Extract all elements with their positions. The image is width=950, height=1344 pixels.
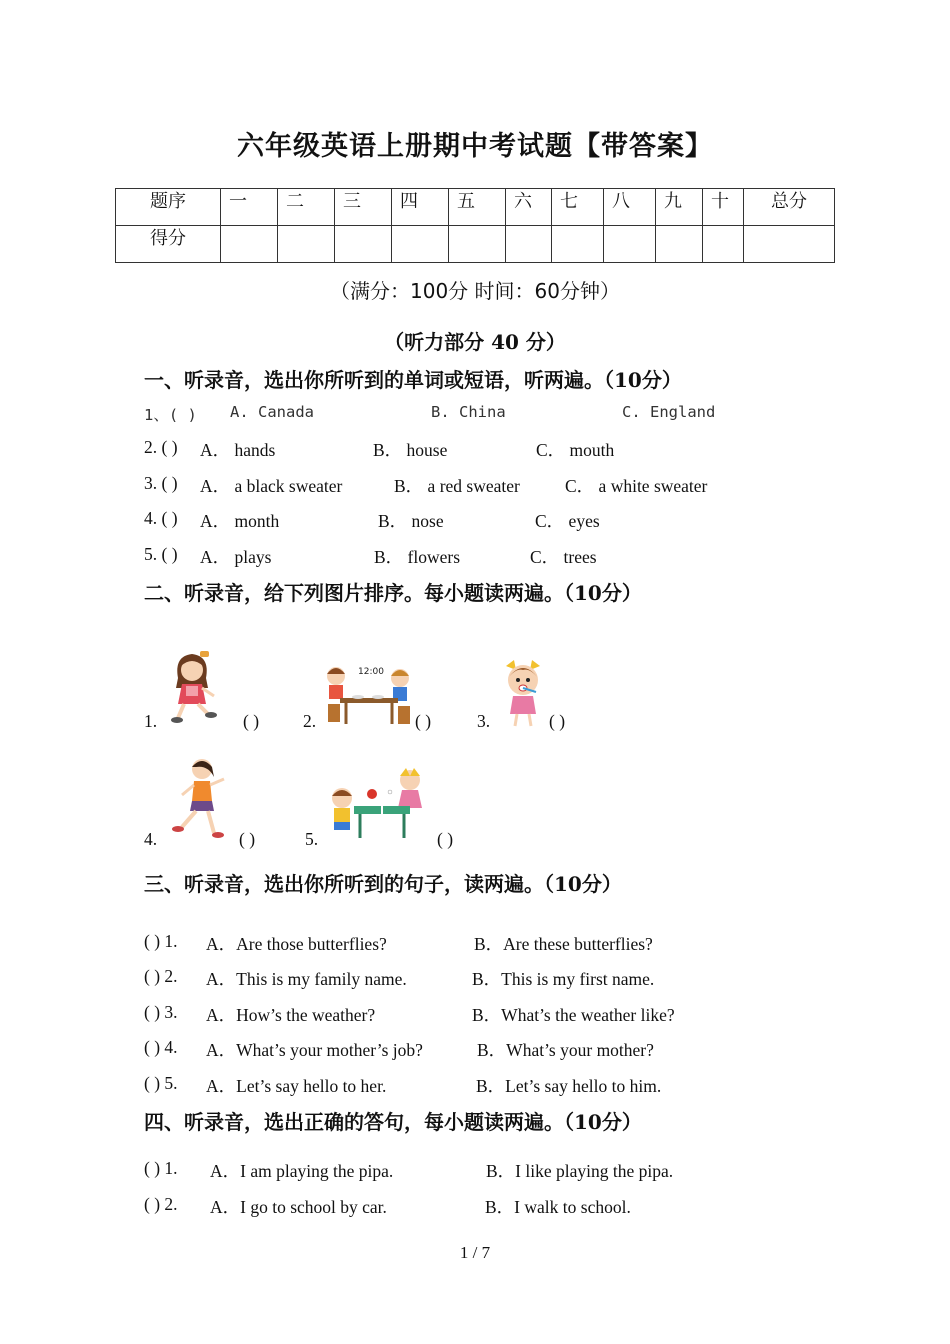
score-entry-cell[interactable] — [604, 226, 656, 263]
section2-heading: 二、听录音，给下列图片排序。每小题读两遍。（10分） — [144, 581, 642, 605]
question-number: 4. ( ) — [144, 508, 178, 528]
option-a: A． plays — [200, 547, 272, 567]
score-cell: 九 — [656, 189, 703, 226]
score-entry-cell[interactable] — [392, 226, 449, 263]
option-b: B．What’s your mother? — [477, 1040, 654, 1060]
section3-heading: 三、听录音，选出你所听到的句子，读两遍。（10分） — [144, 872, 622, 896]
question-number: ( ) 5. — [144, 1073, 178, 1093]
score-cell: 十 — [703, 189, 744, 226]
score-cell: 六 — [506, 189, 552, 226]
question-number: 3. ( ) — [144, 473, 178, 493]
answer-blank[interactable]: ( ) — [243, 711, 260, 731]
score-cell: 一 — [221, 189, 278, 226]
score-entry-cell[interactable] — [449, 226, 506, 263]
option-c: C. England — [622, 403, 716, 421]
score-cell: 三 — [335, 189, 392, 226]
girl-running-picture — [168, 755, 232, 841]
exam-info: （满分：100分 时间：60分钟） — [330, 279, 620, 303]
score-entry-cell[interactable] — [506, 226, 552, 263]
picture-label: 5. — [305, 829, 319, 849]
option-a: A． hands — [200, 440, 276, 460]
option-a: A. Canada — [230, 403, 314, 421]
score-entry-cell[interactable] — [335, 226, 392, 263]
question-number: ( ) 1. — [144, 931, 178, 951]
option-b: B．This is my first name. — [472, 969, 655, 989]
score-cell: 得分 — [116, 226, 221, 263]
option-b: B． flowers — [374, 547, 461, 567]
score-entry-cell[interactable] — [221, 226, 278, 263]
score-table-header-row — [116, 189, 835, 226]
option-a: A．This is my family name. — [206, 969, 407, 989]
option-a: A．Let’s say hello to her. — [206, 1076, 387, 1096]
option-b: B．What’s the weather like? — [472, 1005, 675, 1025]
kids-lunch-picture — [322, 660, 414, 728]
score-cell: 总分 — [744, 189, 835, 226]
score-entry-cell[interactable] — [656, 226, 703, 263]
option-c: C． trees — [530, 547, 597, 567]
answer-blank[interactable]: ( ) — [437, 829, 454, 849]
option-b: B．I like playing the pipa. — [486, 1161, 674, 1181]
answer-blank[interactable]: ( ) — [239, 829, 256, 849]
score-cell: 七 — [552, 189, 604, 226]
question-number: 1、( ) — [144, 406, 197, 424]
ping-pong-picture — [324, 764, 432, 844]
question-number: ( ) 3. — [144, 1002, 178, 1022]
option-b: B． house — [373, 440, 448, 460]
section1-heading: 一、听录音，选出你所听到的单词或短语，听两遍。（10分） — [144, 368, 682, 392]
option-a: A．I am playing the pipa. — [210, 1161, 394, 1181]
score-table-score-row — [116, 226, 835, 263]
option-b: B. China — [431, 403, 506, 421]
option-b: B．I walk to school. — [485, 1197, 631, 1217]
question-number: ( ) 1. — [144, 1158, 178, 1178]
question-number: ( ) 2. — [144, 966, 178, 986]
section4-heading: 四、听录音，选出正确的答句，每小题读两遍。（10分） — [144, 1110, 642, 1134]
clock-text: 12:00 — [358, 667, 384, 677]
score-cell: 八 — [604, 189, 656, 226]
score-entry-cell[interactable] — [278, 226, 335, 263]
girl-walking-picture — [164, 648, 222, 724]
score-cell: 二 — [278, 189, 335, 226]
option-a: A． a black sweater — [200, 476, 343, 496]
answer-blank[interactable]: ( ) — [549, 711, 566, 731]
answer-blank[interactable]: ( ) — [415, 711, 432, 731]
option-a: A．How’s the weather? — [206, 1005, 376, 1025]
option-a: A． month — [200, 511, 280, 531]
score-cell: 五 — [449, 189, 506, 226]
option-c: C． a white sweater — [565, 476, 708, 496]
option-b: B． nose — [378, 511, 444, 531]
picture-label: 2. — [303, 711, 317, 731]
page-title: 六年级英语上册期中考试题【带答案】 — [237, 131, 713, 162]
option-a: A．Are those butterflies? — [206, 934, 387, 954]
score-entry-cell[interactable] — [552, 226, 604, 263]
score-cell: 题序 — [116, 189, 221, 226]
score-entry-cell[interactable] — [703, 226, 744, 263]
picture-label: 1. — [144, 711, 158, 731]
page-number: 1 / 7 — [459, 1243, 491, 1262]
option-a: A．What’s your mother’s job? — [206, 1040, 423, 1060]
option-b: B．Are these butterflies? — [474, 934, 653, 954]
score-entry-cell[interactable] — [744, 226, 835, 263]
girl-brushing-picture — [500, 656, 546, 728]
question-number: ( ) 2. — [144, 1194, 178, 1214]
picture-label: 3. — [477, 711, 491, 731]
option-b: B． a red sweater — [394, 476, 520, 496]
picture-label: 4. — [144, 829, 158, 849]
listening-part-title: （听力部分 40 分） — [384, 330, 566, 354]
option-c: C． mouth — [536, 440, 615, 460]
score-table — [115, 188, 835, 263]
score-cell: 四 — [392, 189, 449, 226]
option-b: B．Let’s say hello to him. — [476, 1076, 662, 1096]
option-a: A．I go to school by car. — [210, 1197, 387, 1217]
question-number: ( ) 4. — [144, 1037, 178, 1057]
question-number: 2. ( ) — [144, 437, 178, 457]
option-c: C． eyes — [535, 511, 600, 531]
question-number: 5. ( ) — [144, 544, 178, 564]
